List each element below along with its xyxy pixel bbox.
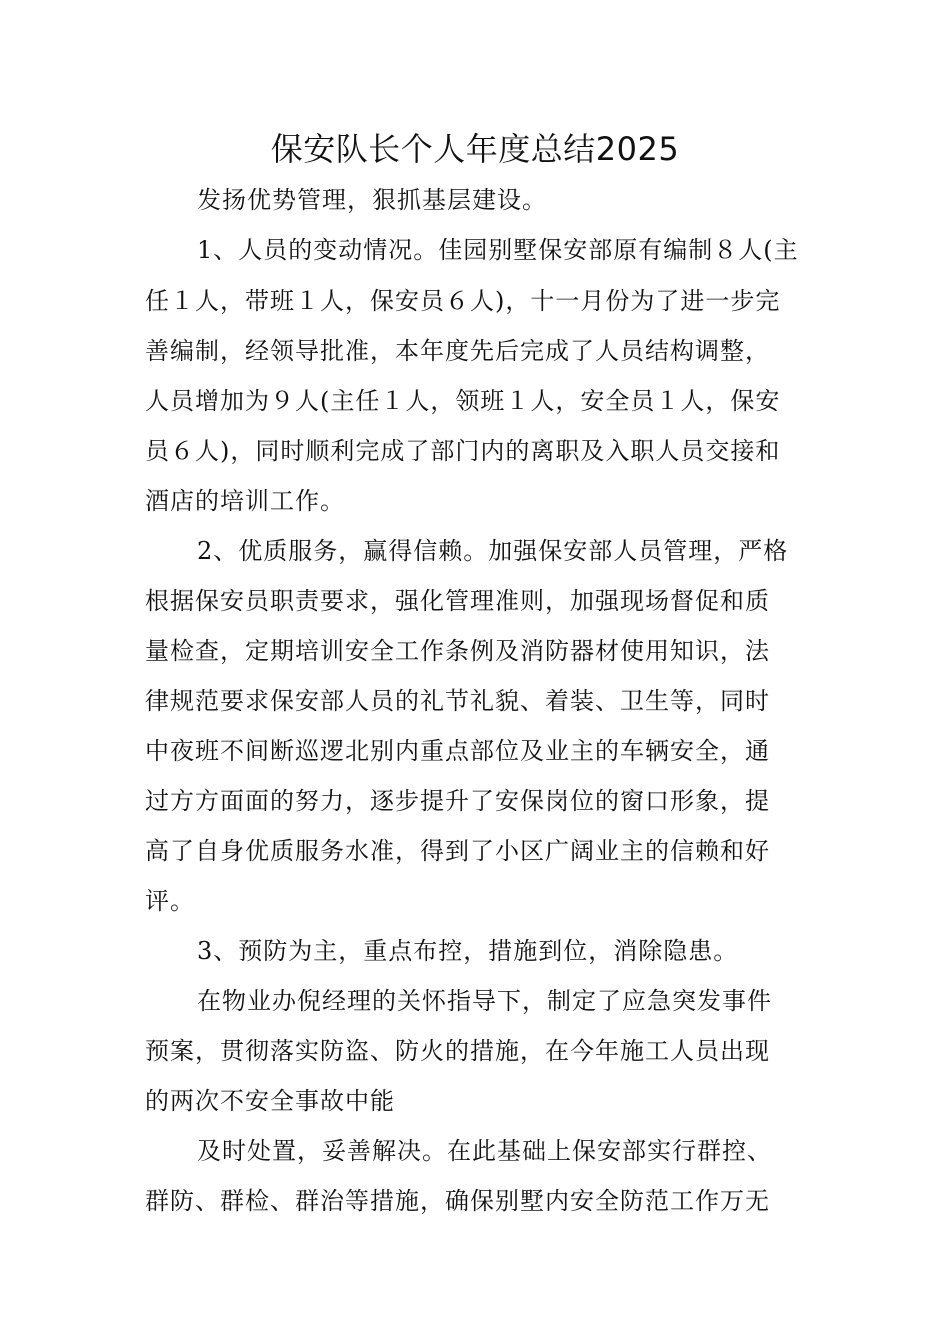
- text-line: 律规范要求保安部人员的礼节礼貌、着装、卫生等，同时: [145, 687, 770, 715]
- text-line: 量检查，定期培训安全工作条例及消防器材使用知识，法: [145, 637, 770, 665]
- text-line: 人员增加为９人(主任１人，领班１人，安全员１人，保安: [145, 387, 781, 415]
- document-title: 保安队长个人年度总结2025: [270, 130, 680, 168]
- text-line: 任１人，带班１人，保安员６人)，十一月份为了进一步完: [145, 287, 781, 315]
- text-line: 发扬优势管理，狠抓基层建设。: [197, 186, 547, 214]
- text-line: 员６人)，同时顺利完成了部门内的离职及入职人员交接和: [145, 437, 781, 465]
- text-line: 及时处置，妥善解决。在此基础上保安部实行群控、: [197, 1137, 772, 1165]
- text-line: 高了自身优质服务水准，得到了小区广阔业主的信赖和好: [145, 837, 770, 865]
- text-line: 善编制，经领导批准，本年度先后完成了人员结构调整，: [145, 337, 770, 365]
- text-line: 的两次不安全事故中能: [145, 1087, 395, 1115]
- text-line: 预案，贯彻落实防盗、防火的措施，在今年施工人员出现: [145, 1037, 770, 1065]
- text-line: 根据保安员职责要求，强化管理准则，加强现场督促和质: [145, 587, 770, 615]
- text-line: 群防、群检、群治等措施，确保别墅内安全防范工作万无: [145, 1187, 770, 1215]
- text-line: 评。: [145, 887, 195, 915]
- text-line: 过方方面面的努力，逐步提升了安保岗位的窗口形象，提: [145, 787, 770, 815]
- text-line: 中夜班不间断巡逻北别内重点部位及业主的车辆安全，通: [145, 737, 770, 765]
- text-line: 2、优质服务，赢得信赖。加强保安部人员管理，严格: [197, 537, 789, 565]
- text-line: 1、人员的变动情况。佳园别墅保安部原有编制８人(主: [197, 236, 799, 264]
- text-line: 酒店的培训工作。: [145, 487, 345, 515]
- text-line: 在物业办倪经理的关怀指导下，制定了应急突发事件: [197, 987, 772, 1015]
- text-line: 3、预防为主，重点布控，措施到位，消除隐患。: [197, 937, 739, 965]
